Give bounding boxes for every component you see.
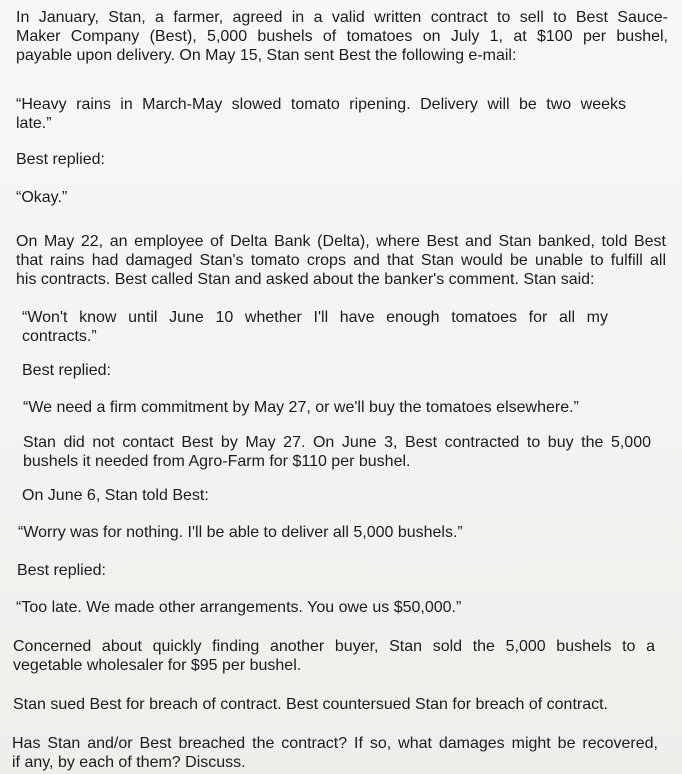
- quote-stan-email: [16, 95, 626, 133]
- text-line: Best replied:: [17, 562, 106, 579]
- quote-too-late: [16, 598, 461, 617]
- text-line: “Heavy rains in March-May slowed tomato ripening. Delivery will be two weeks: [16, 96, 626, 113]
- paragraph-june-6: [22, 486, 209, 505]
- text-line: bushels it needed from Agro-Farm for $110 per bushel.: [23, 453, 411, 470]
- text-line: Best replied:: [22, 362, 111, 379]
- text-line: if any, by each of them? Discuss.: [12, 754, 246, 771]
- text-line: On May 22, an employee of Delta Bank (Delta), where Best and Stan banked, told Best: [16, 233, 666, 250]
- text-line: Concerned about quickly finding another buyer, Stan sold the 5,000 bushels to a: [13, 638, 655, 655]
- best-replied-3: [17, 561, 106, 580]
- paragraph-agro-farm: [23, 433, 651, 471]
- text-line: “Won't know until June 10 whether I'll have enough tomatoes for all my: [22, 309, 608, 326]
- quote-okay: [16, 188, 67, 207]
- paragraph-lawsuits: [13, 695, 608, 714]
- text-line: Has Stan and/or Best breached the contract? If so, what damages might be recovered,: [12, 735, 658, 752]
- text-line: In January, Stan, a farmer, agreed in a valid written contract to sell to Best Sauce-: [16, 9, 668, 26]
- text-line: “Too late. We made other arrangements. You owe us $50,000.”: [16, 599, 462, 616]
- text-line: his contracts. Best called Stan and asked about the banker's comment. Stan said:: [16, 271, 595, 288]
- paragraph-contract-intro: [16, 8, 668, 65]
- text-line: “Worry was for nothing. I'll be able to deliver all 5,000 bushels.”: [18, 524, 463, 541]
- best-replied-2: [22, 361, 111, 380]
- text-line: Stan did not contact Best by May 27. On June 3, Best contracted to buy the 5,000: [23, 434, 651, 451]
- text-line: Stan sued Best for breach of contract. Best countersued Stan for breach of contract.: [13, 696, 608, 713]
- text-line: vegetable wholesaler for $95 per bushel.: [13, 657, 302, 674]
- text-line: “We need a firm commitment by May 27, or we'll buy the tomatoes elsewhere.”: [23, 399, 579, 416]
- text-line: late.”: [16, 115, 52, 132]
- text-line: contracts.”: [22, 328, 97, 345]
- paragraph-question: [12, 734, 658, 772]
- text-line: Maker Company (Best), 5,000 bushels of tomatoes on July 1, at $100 per bushel,: [16, 28, 668, 45]
- text-line: payable upon delivery. On May 15, Stan sent Best the following e-mail:: [16, 47, 517, 64]
- paragraph-wholesaler: [13, 637, 655, 675]
- text-line: On June 6, Stan told Best:: [22, 487, 209, 504]
- quote-firm-commitment: [23, 398, 579, 417]
- text-line: Best replied:: [16, 151, 105, 168]
- best-replied-1: [16, 150, 105, 169]
- text-line: that rains had damaged Stan's tomato crops and that Stan would be unable to fulfill all: [16, 252, 666, 269]
- paragraph-delta-bank: [16, 232, 666, 289]
- text-line: “Okay.”: [16, 189, 68, 206]
- quote-stan-june-10: [22, 308, 608, 346]
- quote-worry-nothing: [18, 523, 463, 542]
